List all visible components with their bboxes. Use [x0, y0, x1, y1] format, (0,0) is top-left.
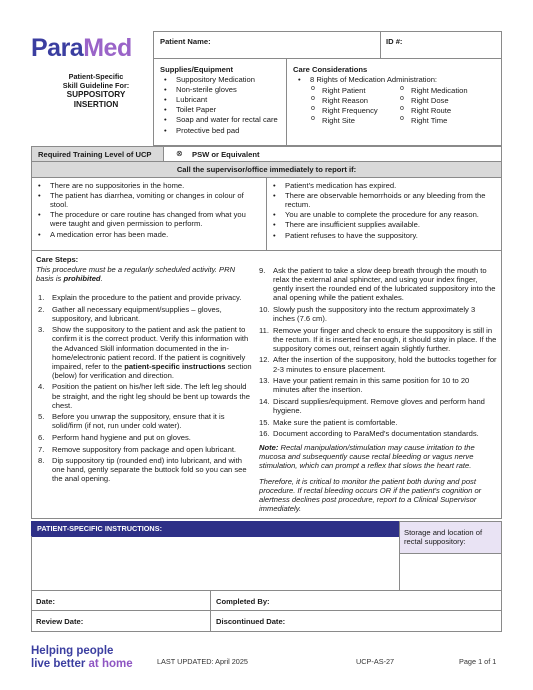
rectal-note: Note: Rectal manipulation/stimulation may cause irritation to the mucosa and subsequently cause rectal bleeding or vagus nerve stimulation, which can prompt a reflex that slows the heart rate.: [259, 443, 475, 471]
rights-col-1: [310, 86, 400, 126]
report-item: • There are insufficient supplies available.: [271, 220, 497, 229]
completed-by-label: Completed By:: [216, 597, 270, 606]
step-item: 16. Document according to ParaMed's documentation standards.: [259, 429, 479, 439]
supplies-item: • Toilet Paper: [162, 105, 286, 114]
right-item: o Right Site: [310, 116, 400, 125]
right-item: o Right Medication: [399, 86, 499, 95]
rights-col-2: [399, 86, 499, 126]
step-item: 7. Remove suppository from package and open lubricant.: [38, 444, 237, 454]
page-number: Page 1 of 1: [459, 657, 497, 666]
right-item: o Right Reason: [310, 96, 400, 105]
report-item: • You are unable to complete the procedure for any reason.: [271, 210, 497, 219]
right-item: o Right Patient: [310, 86, 400, 95]
steps-right: [259, 266, 497, 441]
report-item: • Patient's medication has expired.: [271, 181, 497, 190]
training-label: Required Training Level of UCP: [38, 150, 152, 159]
supplies-item: • Soap and water for rectal care: [162, 115, 286, 124]
care-intro: [296, 75, 496, 85]
storage-label: Storage and location of rectal suppository:: [404, 528, 483, 547]
step-item: 13. Have your patient remain in this same position for 10 to 20 minutes after the insertion.: [259, 376, 470, 395]
psi-banner: PATIENT-SPECIFIC INSTRUCTIONS:: [31, 521, 399, 537]
report-right-list: [271, 181, 497, 241]
step-item: 2. Gather all necessary equipment/supplies – gloves, suppository, and lubricant.: [38, 304, 222, 323]
supplies-item: • Lubricant: [162, 95, 286, 104]
step-item: 5. Before you unwrap the suppository, ensure that it is solid/firm (if not, run under cold water).: [38, 412, 225, 431]
storage-field[interactable]: [399, 553, 502, 591]
date-label: Date:: [36, 597, 55, 606]
report-item: • There are no suppositories in the home.: [36, 181, 262, 190]
step-item: 9. Ask the patient to take a slow deep breath through the mouth to relax the external anal sphincter, and using your index finger, gently insert the rounded end of the lubricated suppository into the anal opening while the patient exhales.: [259, 266, 496, 303]
patient-id-label: ID #:: [386, 37, 403, 46]
step-item: 11. Remove your finger and check to ensure the suppository is still in the rectum. If it is inserted far enough, it should stay in place. If the suppository comes out, reinsert again slightly further.: [259, 325, 497, 353]
last-updated: LAST UPDATED: April 2025: [157, 657, 248, 666]
care-steps-heading: Care Steps:: [36, 255, 79, 264]
skill-title-1: SUPPOSITORY: [66, 90, 126, 100]
step-item: 15. Make sure the patient is comfortable.: [259, 417, 398, 427]
step-item: 10. Slowly push the suppository into the rectum approximately 3 inches (7.6 cm).: [259, 304, 476, 324]
skill-title: [40, 72, 152, 111]
review-date-label: Review Date:: [36, 617, 84, 626]
therefore-note: Therefore, it is critical to monitor the patient both during and post procedure. If rectal bleeding occurs OR if the patient's cognition or alertness declines post procedure, report to a Clinical Supervisor immediately.: [259, 477, 482, 514]
step-item: 1. Explain the procedure to the patient and provide privacy.: [38, 293, 242, 302]
skill-line-2: Skill Guideline For:: [62, 81, 130, 91]
report-item: • Patient refuses to have the suppository.: [271, 231, 497, 240]
right-item: o Right Frequency: [310, 106, 400, 115]
skill-title-2: INSERTION: [73, 100, 119, 110]
step-item: 12. After the insertion of the suppository, hold the buttocks together for 2-3 minutes to ensure placement.: [259, 355, 497, 374]
patient-name-label: Patient Name:: [160, 37, 211, 46]
psi-text-area[interactable]: [31, 536, 400, 591]
training-value: PSW or Equivalent: [192, 150, 260, 159]
right-item: o Right Dose: [399, 96, 499, 105]
skill-line-1: Patient-Specific: [68, 72, 124, 81]
supplies-item: • Suppository Medication: [162, 75, 286, 84]
care-heading: Care Considerations: [293, 65, 368, 74]
slogan-line-2: live better at home: [31, 657, 133, 670]
supplies-item: • Protective bed pad: [162, 126, 286, 135]
right-item: o Right Time: [399, 116, 499, 125]
step-item: 6. Perform hand hygiene and put on gloves.: [38, 433, 191, 443]
steps-left: [38, 293, 252, 486]
paramed-logo: ParaMed: [31, 34, 132, 62]
right-item: o Right Route: [399, 106, 499, 115]
step-item: 4. Position the patient on his/her left side. The left leg should be straight, and the right leg should be bent up towards the chest.: [38, 382, 250, 410]
slogan-line-1: Helping people: [31, 645, 114, 657]
footer-slogan: [31, 645, 133, 670]
report-item: • The patient has diarrhea, vomiting or changes in colour of stool.: [36, 191, 262, 209]
supplies-item: • Non-sterile gloves: [162, 85, 286, 94]
step-item: 8. Dip suppository tip (rounded end) into lubricant, and with one hand, gently separate the buttock fold so you can see the anal opening.: [38, 456, 247, 484]
care-intro-text: • 8 Rights of Medication Administration:: [296, 75, 496, 84]
prn-note: This procedure must be a regularly scheduled activity. PRN basis is prohibited.: [36, 265, 236, 284]
report-left-list: [36, 181, 262, 240]
date-field[interactable]: [31, 590, 211, 611]
report-item: • There are observable hemorrhoids or any bleeding from the rectum.: [271, 191, 497, 209]
report-item: • A medication error has been made.: [36, 230, 262, 239]
report-item: • The procedure or care routine has changed from what you were taught and given permission to perform.: [36, 210, 262, 228]
supplies-heading: Supplies/Equipment: [160, 65, 233, 74]
step-item: 3. Show the suppository to the patient and ask the patient to confirm it is the correct product. Verify this information with the Advanced Skill information documented in the in-home/electronic patient record. If the patient is cognitively impaired, refer to the patient-specific instructions section (below) for verification and direction.: [38, 325, 252, 380]
document-code: UCP-AS-27: [356, 657, 395, 666]
call-banner-text: Call the supervisor/office immediately to report if:: [176, 165, 357, 174]
step-item: 14. Discard supplies/equipment. Remove gloves and perform hand hygiene.: [259, 396, 485, 416]
psw-symbol-icon: ⊗: [176, 149, 183, 158]
discontinued-date-label: Discontinued Date:: [216, 617, 286, 626]
supplies-list: [162, 75, 286, 136]
